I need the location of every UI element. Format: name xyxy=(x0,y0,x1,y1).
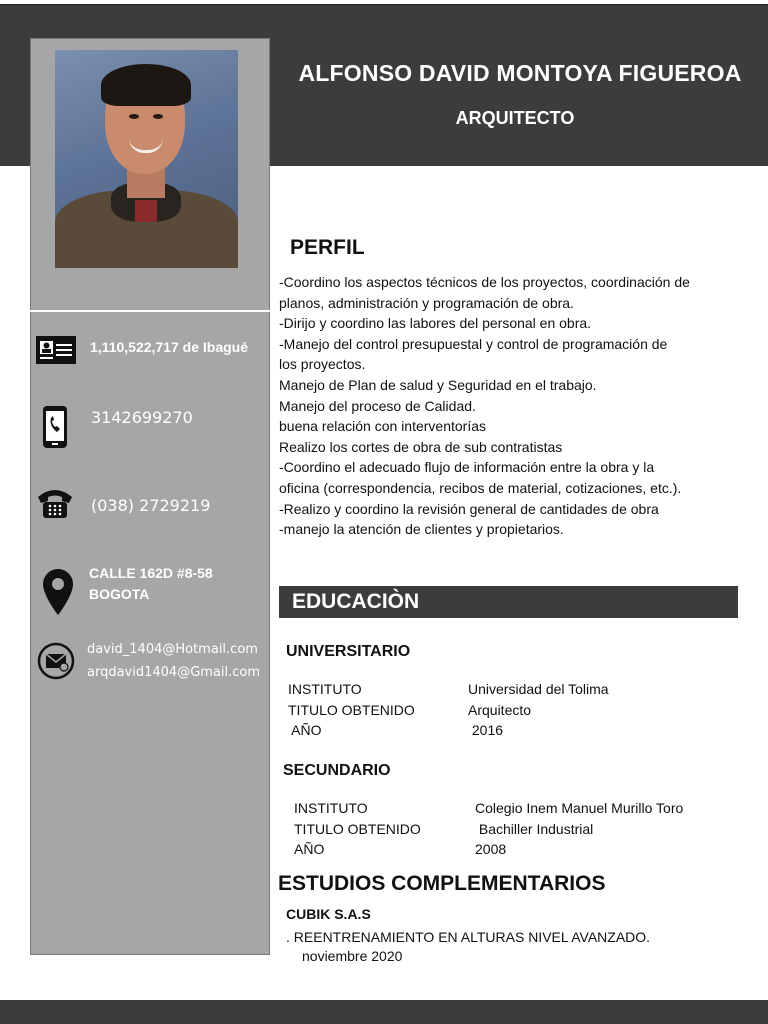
candidate-name: ALFONSO DAVID MONTOYA FIGUEROA xyxy=(298,60,742,86)
perfil-line: Realizo los cortes de obra de sub contratistas xyxy=(279,438,563,455)
value-instituto: Colegio Inem Manuel Murillo Toro xyxy=(475,800,684,816)
address-line-2: BOGOTA xyxy=(89,586,150,602)
perfil-line: oficina (correspondencia, recibos de material, cotizaciones, etc.). xyxy=(279,479,682,496)
label-titulo: TITULO OBTENIDO xyxy=(294,820,421,837)
mobile-number: 3142699270 xyxy=(91,408,193,427)
perfil-line: -manejo la atención de clientes y propietarios. xyxy=(279,521,564,538)
complementarios-heading: ESTUDIOS COMPLEMENTARIOS xyxy=(278,872,606,895)
mobile-phone-icon xyxy=(42,405,68,454)
email-icon xyxy=(37,642,75,685)
perfil-text xyxy=(279,272,749,540)
perfil-line: los proyectos. xyxy=(279,356,366,373)
perfil-line: buena relación con interventorías xyxy=(279,418,487,435)
perfil-line: Manejo de Plan de salud y Seguridad en el trabajo. xyxy=(279,376,597,393)
universitario-labels xyxy=(288,679,415,741)
sidebar-divider xyxy=(30,310,270,312)
perfil-line: -Dirijo y coordino las labores del personal en obra. xyxy=(279,315,592,332)
profile-photo xyxy=(55,50,238,268)
label-instituto: INSTITUTO xyxy=(288,681,362,697)
value-titulo: Arquitecto xyxy=(468,701,532,718)
universitario-heading: UNIVERSITARIO xyxy=(286,643,411,660)
label-anio: AÑO xyxy=(288,722,322,738)
perfil-line: -Coordino los aspectos técnicos de los proyectos, coordinación de xyxy=(279,274,690,290)
email-hotmail[interactable]: david_1404@Hotmail.com xyxy=(87,642,258,657)
course-company: CUBIK S.A.S xyxy=(286,906,371,922)
perfil-line: -Realizo y coordino la revisión general de cantidades de obra xyxy=(279,500,659,517)
id-card-icon xyxy=(36,336,76,369)
secundario-heading: SECUNDARIO xyxy=(283,762,391,779)
label-anio: AÑO xyxy=(294,841,325,857)
candidate-role: ARQUITECTO xyxy=(455,108,575,128)
footer-band xyxy=(0,1000,768,1024)
perfil-line: planos, administración y programación de obra. xyxy=(279,294,574,311)
secundario-labels xyxy=(294,798,421,860)
value-anio: 2016 xyxy=(468,722,504,738)
perfil-line: -Manejo del control presupuestal y control de programación de xyxy=(279,335,668,352)
course-name: . REENTRENAMIENTO EN ALTURAS NIVEL AVANZADO. xyxy=(286,929,651,945)
secundario-values xyxy=(475,798,683,860)
telephone-icon xyxy=(36,487,74,524)
address-line-1: CALLE 162D #8-58 xyxy=(89,565,213,581)
educacion-heading: EDUCACIÒN xyxy=(292,590,420,613)
perfil-line: Manejo del proceso de Calidad. xyxy=(279,397,476,414)
value-anio: 2008 xyxy=(475,841,507,857)
perfil-heading: PERFIL xyxy=(290,236,365,259)
email-gmail[interactable]: arqdavid1404@Gmail.com xyxy=(87,665,261,680)
emails xyxy=(87,638,260,684)
address xyxy=(89,563,213,605)
label-titulo: TITULO OBTENIDO xyxy=(288,701,415,718)
value-instituto: Universidad del Tolima xyxy=(468,681,609,697)
label-instituto: INSTITUTO xyxy=(294,800,368,816)
perfil-line: -Coordino el adecuado flujo de información entre la obra y la xyxy=(279,459,655,476)
course-date: noviembre 2020 xyxy=(302,948,403,964)
value-titulo: Bachiller Industrial xyxy=(475,820,594,837)
universitario-values xyxy=(468,679,609,741)
phone-number: (038) 2729219 xyxy=(91,496,211,515)
location-pin-icon xyxy=(42,568,74,621)
id-number: 1,110,522,717 de Ibagué xyxy=(90,339,248,355)
